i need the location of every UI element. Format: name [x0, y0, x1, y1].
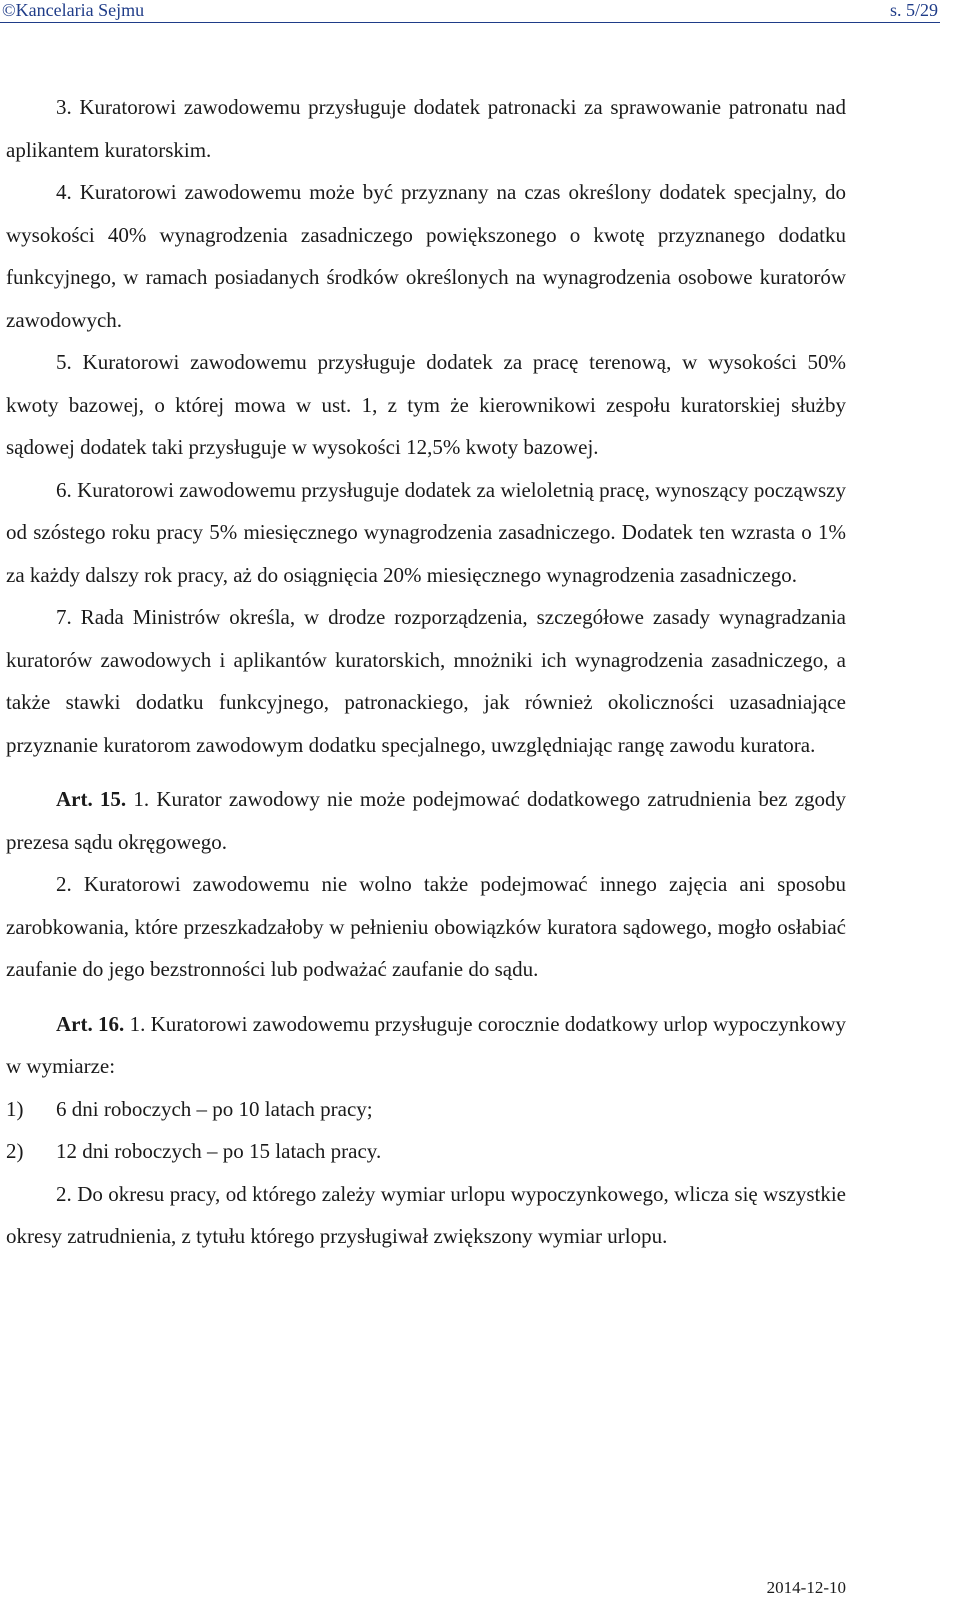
article-16-title: Art. 16. — [56, 1011, 125, 1036]
list-item — [6, 1130, 846, 1173]
footer-date: 2014-12-10 — [766, 1578, 846, 1597]
paragraph-5: 5. Kuratorowi zawodowemu przysługuje dodatek za pracę terenową, w wysokości 50% kwoty bazowej, o której mowa w ust. 1, z tym że kierownikowi zespołu kuratorskiej służby sądowej dodatek taki przysługuje w wysokości 12,5% kwoty bazowej. — [6, 350, 846, 459]
publisher-label: ©Kancelaria Sejmu — [2, 0, 145, 20]
list-item-number: 2) — [6, 1139, 24, 1163]
article-16-text-1: 1. Kuratorowi zawodowemu przysługuje corocznie dodatkowy urlop wypoczynkowy w wymiarze: — [6, 1011, 847, 1078]
paragraph-6: 6. Kuratorowi zawodowemu przysługuje dodatek za wieloletnią pracę, wynoszący począwszy od szóstego roku pracy 5% miesięcznego wynagrodzenia zasadniczego. Dodatek ten wzrasta o 1% za każdy dalszy rok pracy, aż do osiągnięcia 20% miesięcznego wynagrodzenia zasadniczego. — [6, 477, 846, 587]
paragraph-7: 7. Rada Ministrów określa, w drodze rozporządzenia, szczegółowe zasady wynagradzania kuratorów zawodowych i aplikantów kuratorskich, mnożniki ich wynagrodzenia zasadniczego, a także stawki dodatku funkcyjnego, patronackiego, jak również okoliczności uzasadniające przyznanie kuratorom zawodowym dodatku specjalnego, uwzględniając rangę zawodu kuratora. — [6, 605, 846, 757]
article-16-paragraph-1 — [6, 1003, 846, 1088]
list-item-text: 6 dni roboczych – po 10 latach pracy; — [56, 1096, 373, 1121]
article-15-title: Art. 15. — [56, 787, 127, 811]
list-item-number: 1) — [6, 1096, 24, 1121]
list-item — [6, 1088, 846, 1131]
list-item-text: 12 dni roboczych – po 15 latach pracy. — [56, 1139, 382, 1163]
paragraph-3: 3. Kuratorowi zawodowemu przysługuje dodatek patronacki za sprawowanie patronatu nad aplikantem kuratorskim. — [6, 95, 846, 162]
page-header — [0, 0, 960, 40]
article-16-paragraph-2: 2. Do okresu pracy, od którego zależy wymiar urlopu wypoczynkowego, wlicza się wszystkie okresy zatrudnienia, z tytułu którego przysługiwał zwiększony wymiar urlopu. — [6, 1181, 846, 1248]
article-15-text-1: 1. Kurator zawodowy nie może podejmować dodatkowego zatrudnienia bez zgody prezesa sądu okręgowego. — [6, 787, 847, 854]
paragraph-4: 4. Kuratorowi zawodowemu może być przyznany na czas określony dodatek specjalny, do wysokości 40% wynagrodzenia zasadniczego powiększonego o kwotę przyznanego dodatku funkcyjnego, w ramach posiadanych środków określonych na wynagrodzenia osobowe kuratorów zawodowych. — [6, 180, 846, 332]
article-15-paragraph-2: 2. Kuratorowi zawodowemu nie wolno także podejmować innego zajęcia ani sposobu zarobkowania, które przeszkadzałoby w pełnieniu obowiązków kuratora sądowego, mogło osłabiać zaufanie do jego bezstronności lub podważać zaufanie do sądu. — [6, 872, 846, 981]
document-body — [6, 86, 846, 1258]
article-15-paragraph-1 — [6, 778, 846, 863]
header-divider — [0, 22, 940, 23]
page-number: s. 5/29 — [889, 0, 938, 20]
